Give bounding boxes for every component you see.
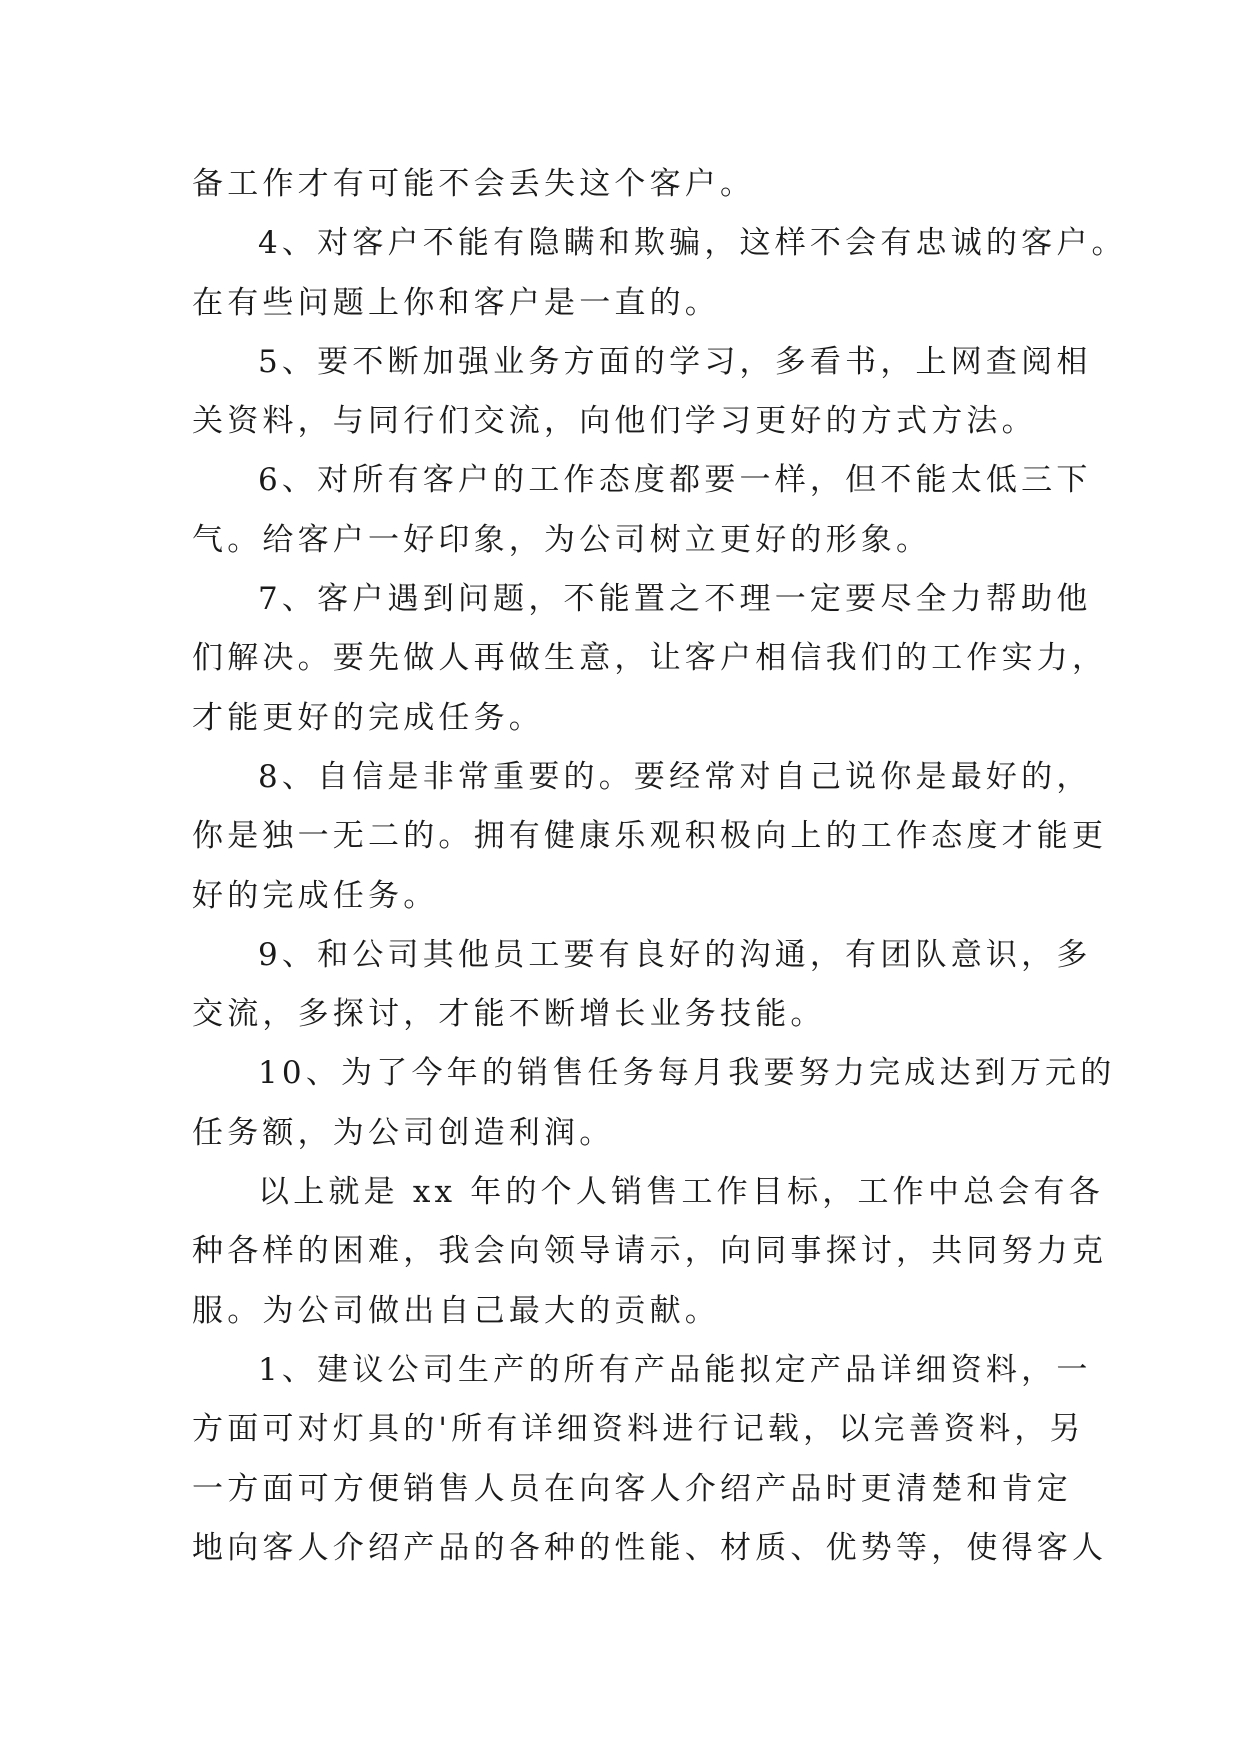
text-line: 气。给客户一好印象，为公司树立更好的形象。 — [192, 521, 932, 558]
text-line: 关资料，与同行们交流，向他们学习更好的方式方法。 — [192, 403, 1037, 440]
text-line: 备工作才有可能不会丢失这个客户。 — [192, 166, 756, 202]
text-line: 9、和公司其他员工要有良好的沟通，有团队意识，多 — [258, 936, 1092, 973]
text-line: 1、建议公司生产的所有产品能拟定产品详细资料，一 — [258, 1351, 1092, 1388]
text-line: 5、要不断加强业务方面的学习，多看书，上网查阅相 — [258, 343, 1092, 380]
text-line: 方面可对灯具的'所有详细资料进行记载，以完善资料，另 — [192, 1411, 1085, 1448]
text-line: 7、客户遇到问题，不能置之不理一定要尽全力帮助他 — [258, 581, 1092, 618]
text-line: 以上就是 xx 年的个人销售工作目标，工作中总会有各 — [258, 1174, 1104, 1211]
text-line: 8、自信是非常重要的。要经常对自己说你是最好的， — [258, 758, 1092, 795]
text-line: 一方面可方便销售人员在向客人介绍产品时更清楚和肯定 — [192, 1470, 1072, 1507]
text-line: 你是独一无二的。拥有健康乐观积极向上的工作态度才能更 — [192, 818, 1108, 855]
text-line: 交流，多探讨，才能不断增长业务技能。 — [192, 996, 826, 1033]
text-line: 服。为公司做出自己最大的贡献。 — [192, 1292, 720, 1329]
text-line: 在有些问题上你和客户是一直的。 — [192, 284, 720, 321]
text-line: 6、对所有客户的工作态度都要一样，但不能太低三下 — [258, 462, 1092, 499]
text-line: 地向客人介绍产品的各种的性能、材质、优势等，使得客人 — [192, 1529, 1108, 1566]
text-line: 4、对客户不能有隐瞒和欺骗，这样不会有忠诚的客户。 — [258, 225, 1127, 262]
text-line: 好的完成任务。 — [192, 877, 439, 914]
text-line: 们解决。要先做人再做生意，让客户相信我们的工作实力， — [192, 640, 1108, 677]
text-line: 种各样的困难，我会向领导请示，向同事探讨，共同努力克 — [192, 1233, 1108, 1270]
text-line: 10、为了今年的销售任务每月我要努力完成达到万元的 — [258, 1055, 1116, 1092]
text-line: 才能更好的完成任务。 — [192, 699, 544, 736]
text-line: 任务额，为公司创造利润。 — [192, 1114, 615, 1151]
document-body — [192, 155, 1127, 1578]
